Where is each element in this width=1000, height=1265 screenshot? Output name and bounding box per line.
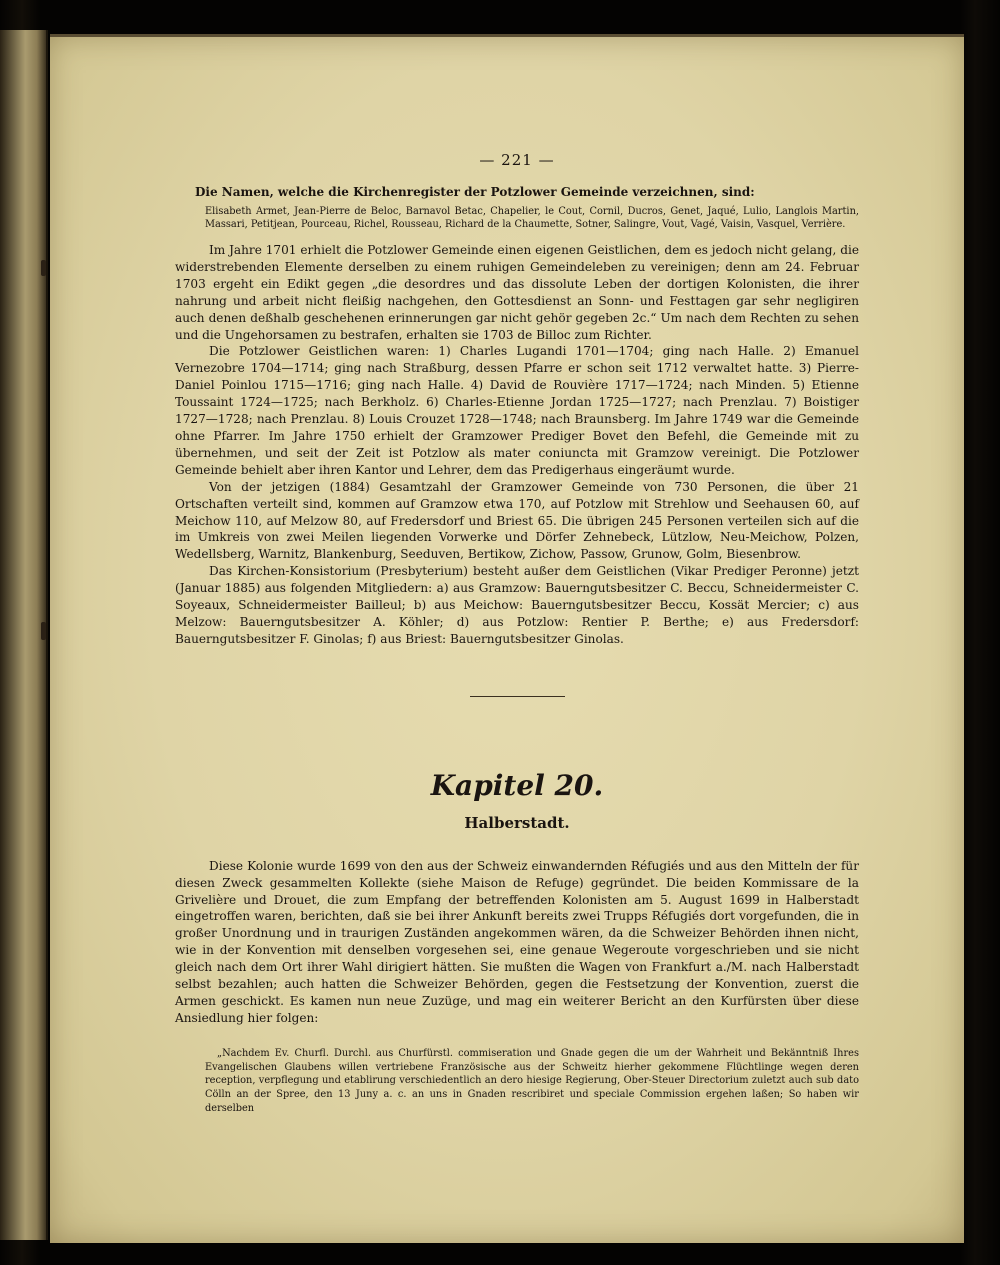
binding-thread-marks — [41, 260, 47, 640]
page-text-block — [175, 151, 859, 1116]
binding-mark — [41, 622, 46, 640]
chapter-subtitle: Halberstadt. — [464, 813, 570, 832]
paragraph-2: Die Potzlower Geistlichen waren: 1) Charles Lugandi 1701—1704; ging nach Halle. 2) Emanuel Vernezobre 1704—1714; ging nach Straßburg, dessen Pfarre er schon seit 1712 verwaltet hatte. 3) Pierre-Daniel Poinlou 1715—1716; ging nach Halle. 4) David de Rouvière 1717—1724; nach Minden. 5) Etienne Toussaint 1724—1725; nach Berkholz. 6) Charles-Etienne Jordan 1725—1727; nach Prenzlau. 7) Boistiger 1727—1728; nach Prenzlau. 8) Louis Crouzet 1728—1748; nach Braunsberg. Im Jahre 1749 war die Gemeinde ohne Pfarrer. Im Jahre 1750 erhielt der Gramzower Prediger Bovet den Befehl, die Gemeinde mit zu übernehmen, und seit der Zeit ist Potzlow als mater coniuncta mit Gramzow vereinigt. Die Potzlower Gemeinde behielt aber ihren Kantor und Lehrer, dem das Predigerhaus eingeräumt wurde. — [175, 344, 859, 477]
page-number: — 221 — — [479, 151, 555, 169]
chapter-paragraph: Diese Kolonie wurde 1699 von den aus der Schweiz einwandernden Réfugiés und aus den Mitteln der für diesen Zweck gesammelten Kollekte (siehe Maison de Refuge) gegründet. Die beiden Kommissare de la Grivelière und Drouet, die zum Empfang der betreffenden Kolonisten am 5. August 1699 in Halberstadt eingetroffen waren, berichten, daß sie bei ihrer Ankunft bereits zwei Trupps Réfugiés dort vorgefunden, die in großer Unordnung und in traurigen Zuständen angekommen wären, da die Schweizer Behörden ihnen nicht, wie in der Konvention mit denselben vorgesehen sei, eine genaue Wegeroute vorgeschrieben und sie nicht gleich nach dem Ort ihrer Wahl dirigiert hätten. Sie mußten die Wagen von Frankfurt a./M. nach Halberstadt selbst bezahlen; auch hatten die Schweizer Behörden, gegen die Festsetzung der Konvention, zuerst die Armen geschickt. Es kamen nun neue Zuzüge, und mag ein weiterer Bericht an den Kurfürsten über diese Ansiedlung hier folgen: — [175, 858, 859, 1025]
chapter-quote: „Nachdem Ev. Churfl. Durchl. aus Churfürstl. commiseration und Gnade gegen die um der Wahrheit und Bekänntniß Ihres Evangelischen Glaubens willen vertriebene Französische aus der Schweitz hierher gekommene Flüchtlinge wegen deren reception, verpflegung und etablirung verschiedentlich an dero hiesige Regierung, Ober-Steuer Directorium zuletzt auch sub dato Cölln an der Spree, den 13 Juny a. c. an uns in Gnaden rescribiret und speciale Commission ergehen laßen; So haben wir derselben — [205, 1047, 859, 1114]
section-divider — [470, 696, 565, 697]
chapter-title: Kapitel 20. — [430, 768, 604, 802]
names-list: Elisabeth Armet, Jean-Pierre de Beloc, Barnavol Betac, Chapelier, le Cout, Cornil, Ducros, Genet, Jaqué, Lulio, Langlois Martin, Massari, Petitjean, Pourceau, Richel, Rousseau, Richard de la Chaumette, Sotner, Salingre, Vout, Vagé, Vaisin, Vasquel, Verrière. — [205, 206, 859, 230]
paragraph-3: Von der jetzigen (1884) Gesamtzahl der Gramzower Gemeinde von 730 Personen, die über 21 Ortschaften verteilt sind, kommen auf Gramzow etwa 170, auf Potzlow mit Strehlow und Seehausen 60, auf Meichow 110, auf Melzow 80, auf Fredersdorf und Briest 65. Die übrigen 245 Personen verteilen sich auf die im Umkreis von zwei Meilen liegenden Vorwerke und Dörfer Zehnebeck, Lützlow, Neu-Meichow, Polzen, Wedellsberg, Warnitz, Blankenburg, Seeduven, Bertikow, Zichow, Passow, Grunow, Golm, Biesenbrow. — [175, 479, 859, 562]
binding-mark — [41, 260, 46, 276]
book-page — [50, 34, 964, 1243]
paragraph-1: Im Jahre 1701 erhielt die Potzlower Gemeinde einen eigenen Geistlichen, dem es jedoch nicht gelang, die widerstrebenden Elemente derselben zu einem ruhigen Gemeindeleben zu vereinigen; denn am 24. Februar 1703 ergeht ein Edikt gegen „die desordres und das dissolute Leben der dortigen Kolonisten, die ihrer nahrung und arbeit nicht fleißig nachgehen, den Gottesdienst an Sonn- und Festtagen gar sehr negligiren auch denen deßhalb geschehenen erinnerungen gar nicht gehör gegeben 2c.“ Um nach dem Rechten zu sehen und die Ungehorsamen zu bestrafen, erhalten sie 1703 de Billoc zum Richter. — [175, 243, 859, 342]
names-intro: Die Namen, welche die Kirchenregister der Potzlower Gemeinde verzeichnen, sind: — [195, 185, 755, 199]
paragraph-4: Das Kirchen-Konsistorium (Presbyterium) besteht außer dem Geistlichen (Vikar Prediger Peronne) jetzt (Januar 1885) aus folgenden Mitgliedern: a) aus Gramzow: Bauerngutsbesitzer C. Beccu, Schneidermeister C. Soyeaux, Schneidermeister Bailleul; b) aus Meichow: Bauerngutsbesitzer Beccu, Kossät Mercier; c) aus Melzow: Bauerngutsbesitzer A. Köhler; d) aus Potzlow: Rentier P. Berthe; e) aus Fredersdorf: Bauerngutsbesitzer F. Ginolas; f) aus Briest: Bauerngutsbesitzer Ginolas. — [175, 564, 859, 646]
